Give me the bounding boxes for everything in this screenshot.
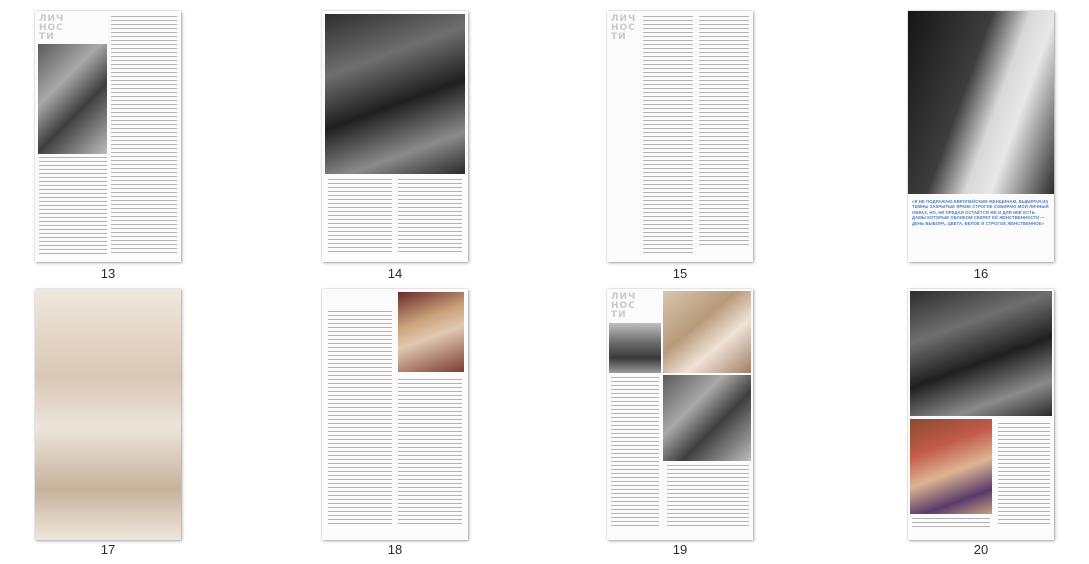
- text-column: [39, 157, 107, 254]
- page-thumbnail-15[interactable]: [607, 11, 753, 262]
- magazine-logo: ЛИЧ НОС ТИ: [39, 14, 65, 42]
- page-thumbnail-19[interactable]: [607, 289, 753, 540]
- page-number-19: 19: [672, 542, 688, 557]
- page-photo: [910, 419, 992, 514]
- page-number-16: 16: [973, 266, 989, 281]
- page-photo: [35, 289, 181, 540]
- page-number-13: 13: [100, 266, 116, 281]
- page-thumbnail-17[interactable]: [35, 289, 181, 540]
- page-number-20: 20: [973, 542, 989, 557]
- page-photo: [663, 375, 751, 461]
- page-thumbnail-14[interactable]: [322, 11, 468, 262]
- page-thumbnail-20[interactable]: [908, 289, 1054, 540]
- page-photo: [38, 44, 107, 154]
- text-column: [328, 179, 392, 253]
- text-column: [328, 311, 392, 526]
- text-column: [699, 16, 749, 246]
- page-photo: [398, 292, 464, 372]
- magazine-logo: ЛИЧ НОС ТИ: [611, 292, 637, 320]
- page-number-14: 14: [387, 266, 403, 281]
- page-number-18: 18: [387, 542, 403, 557]
- magazine-logo: ЛИЧ НОС ТИ: [611, 14, 637, 42]
- page-thumbnail-13[interactable]: [35, 11, 181, 262]
- text-column: [111, 16, 177, 254]
- page-photo: [609, 323, 661, 373]
- page-photo: [325, 14, 465, 174]
- page-photo: [663, 291, 751, 373]
- page-number-15: 15: [672, 266, 688, 281]
- page-photo: [910, 291, 1052, 416]
- page-thumbnail-18[interactable]: [322, 289, 468, 540]
- text-column: [667, 465, 749, 527]
- page-number-17: 17: [100, 542, 116, 557]
- text-column: [611, 377, 659, 527]
- pull-quote: «Я НЕ ПОДРАЖАЮ ЕВРОПЕЙСКИМ ЖЕНЩИНАМ, ВЫБИРАЯ ИХ ТЕМНЫ ЗАКРЫТЫЕ ЯРКИЕ СТРОГИЕ СОБИРАЮ МОЙ ЛИЧНЫЙ ОБРАЗ, НО, НЕ ПРЕДАЯ ОСТАЁТСЯ ЖЕ И ДЛЯ НЕЁ ЕСТЬ ДАМЫ КОТОРЫЕ ОБЛИКОМ СЕКРЕТ ЕЁ ЖЕНСТВЕННОСТИ — ДЕНЬ ВЫБОРА, ЦВЕТА, БЕЛОЕ И СТРОГОЕ ЖЕНСТВЕННОЕ»: [912, 199, 1049, 226]
- text-column: [398, 179, 462, 253]
- text-column: [643, 16, 693, 254]
- text-column: [912, 518, 990, 528]
- text-column: [998, 423, 1050, 527]
- text-column: [398, 379, 462, 526]
- page-photo: [908, 11, 1054, 194]
- page-thumbnail-16[interactable]: [908, 11, 1054, 262]
